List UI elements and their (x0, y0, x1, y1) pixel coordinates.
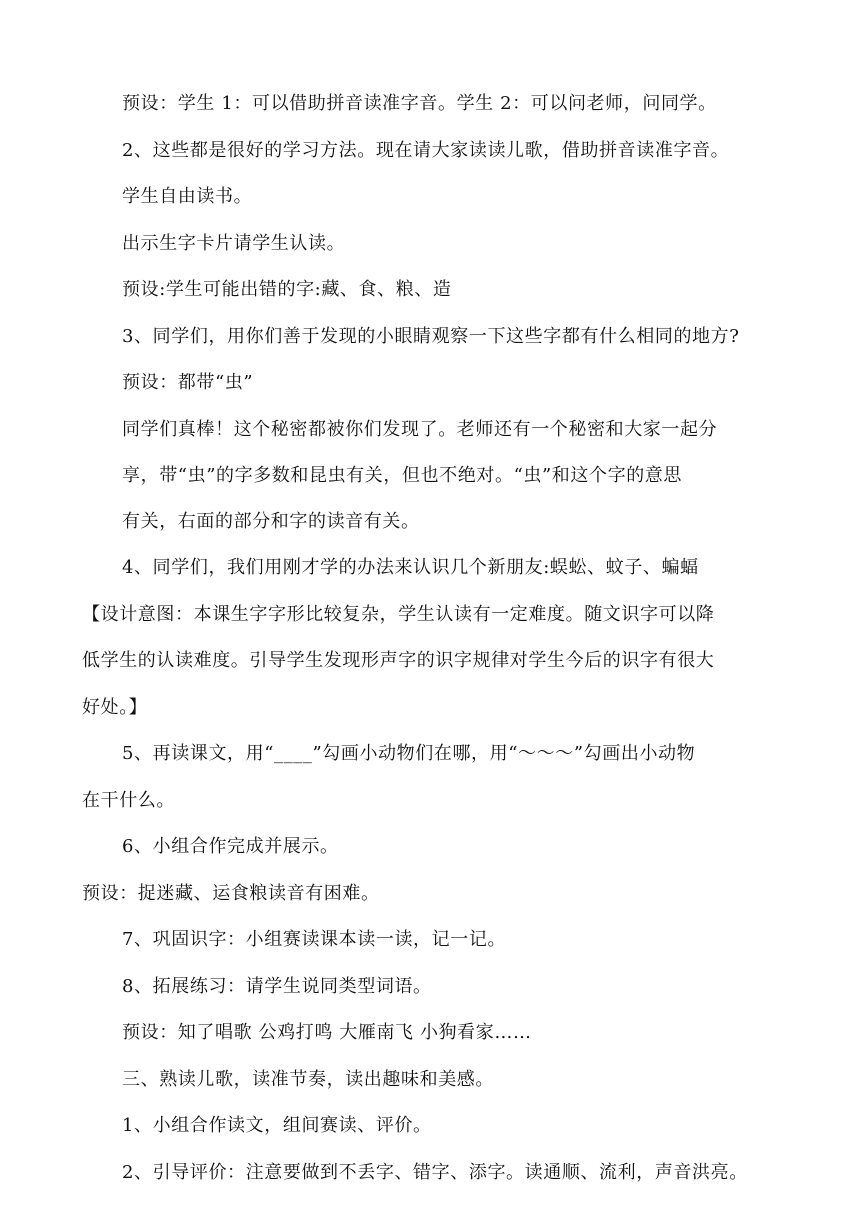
text-line-15: 5、再读课文，用“____”勾画小动物们在哪，用“～～～”勾画出小动物 (122, 743, 696, 764)
text-line-16: 在干什么。 (82, 790, 175, 811)
text-line-11: 4、同学们，我们用刚才学的办法来认识几个新朋友:蜈蚣、蚊子、蝙蝠 (122, 557, 699, 578)
text-line-5: 预设:学生可能出错的字:藏、食、粮、造 (122, 279, 452, 300)
text-line-23: 1、小组合作读文，组间赛读、评价。 (122, 1115, 432, 1136)
text-line-7: 预设：都带“虫” (122, 372, 254, 393)
text-line-13: 低学生的认读难度。引导学生发现形声字的识字规律对学生今后的识字有很大 (82, 650, 715, 671)
text-line-21: 预设：知了唱歌 公鸡打鸣 大雁南飞 小狗看家…… (122, 1022, 532, 1043)
text-line-1: 预设：学生 1：可以借助拼音读准字音。学生 2：可以问老师，问同学。 (122, 93, 717, 114)
text-line-20: 8、拓展练习：请学生说同类型词语。 (122, 976, 432, 997)
text-line-14: 好处。】 (82, 697, 148, 718)
text-line-24: 2、引导评价：注意要做到不丢字、错字、添字。读通顺、流利，声音洪亮。 (122, 1162, 748, 1183)
text-line-3: 学生自由读书。 (122, 186, 253, 207)
text-line-22: 三、熟读儿歌，读准节奏，读出趣味和美感。 (122, 1069, 494, 1090)
text-line-19: 7、巩固识字：小组赛读课本读一读，记一记。 (122, 929, 507, 950)
text-line-8: 同学们真棒！这个秘密都被你们发现了。老师还有一个秘密和大家一起分 (122, 419, 718, 440)
text-line-12: 【设计意图：本课生字字形比较复杂，学生认读有一定难度。随文识字可以降 (82, 604, 715, 625)
text-line-2: 2、这些都是很好的学习方法。现在请大家读读儿歌，借助拼音读准字音。 (122, 140, 730, 161)
text-line-4: 出示生字卡片请学生认读。 (122, 233, 346, 254)
text-line-9: 享，带“虫”的字多数和昆虫有关，但也不绝对。“虫”和这个字的意思 (122, 465, 683, 486)
text-line-18: 预设：捉迷藏、运食粮读音有困难。 (82, 883, 380, 904)
text-line-10: 有关，右面的部分和字的读音有关。 (122, 511, 420, 532)
text-line-17: 6、小组合作完成并展示。 (122, 836, 339, 857)
text-line-6: 3、同学们，用你们善于发现的小眼睛观察一下这些字都有什么相同的地方? (122, 326, 740, 347)
